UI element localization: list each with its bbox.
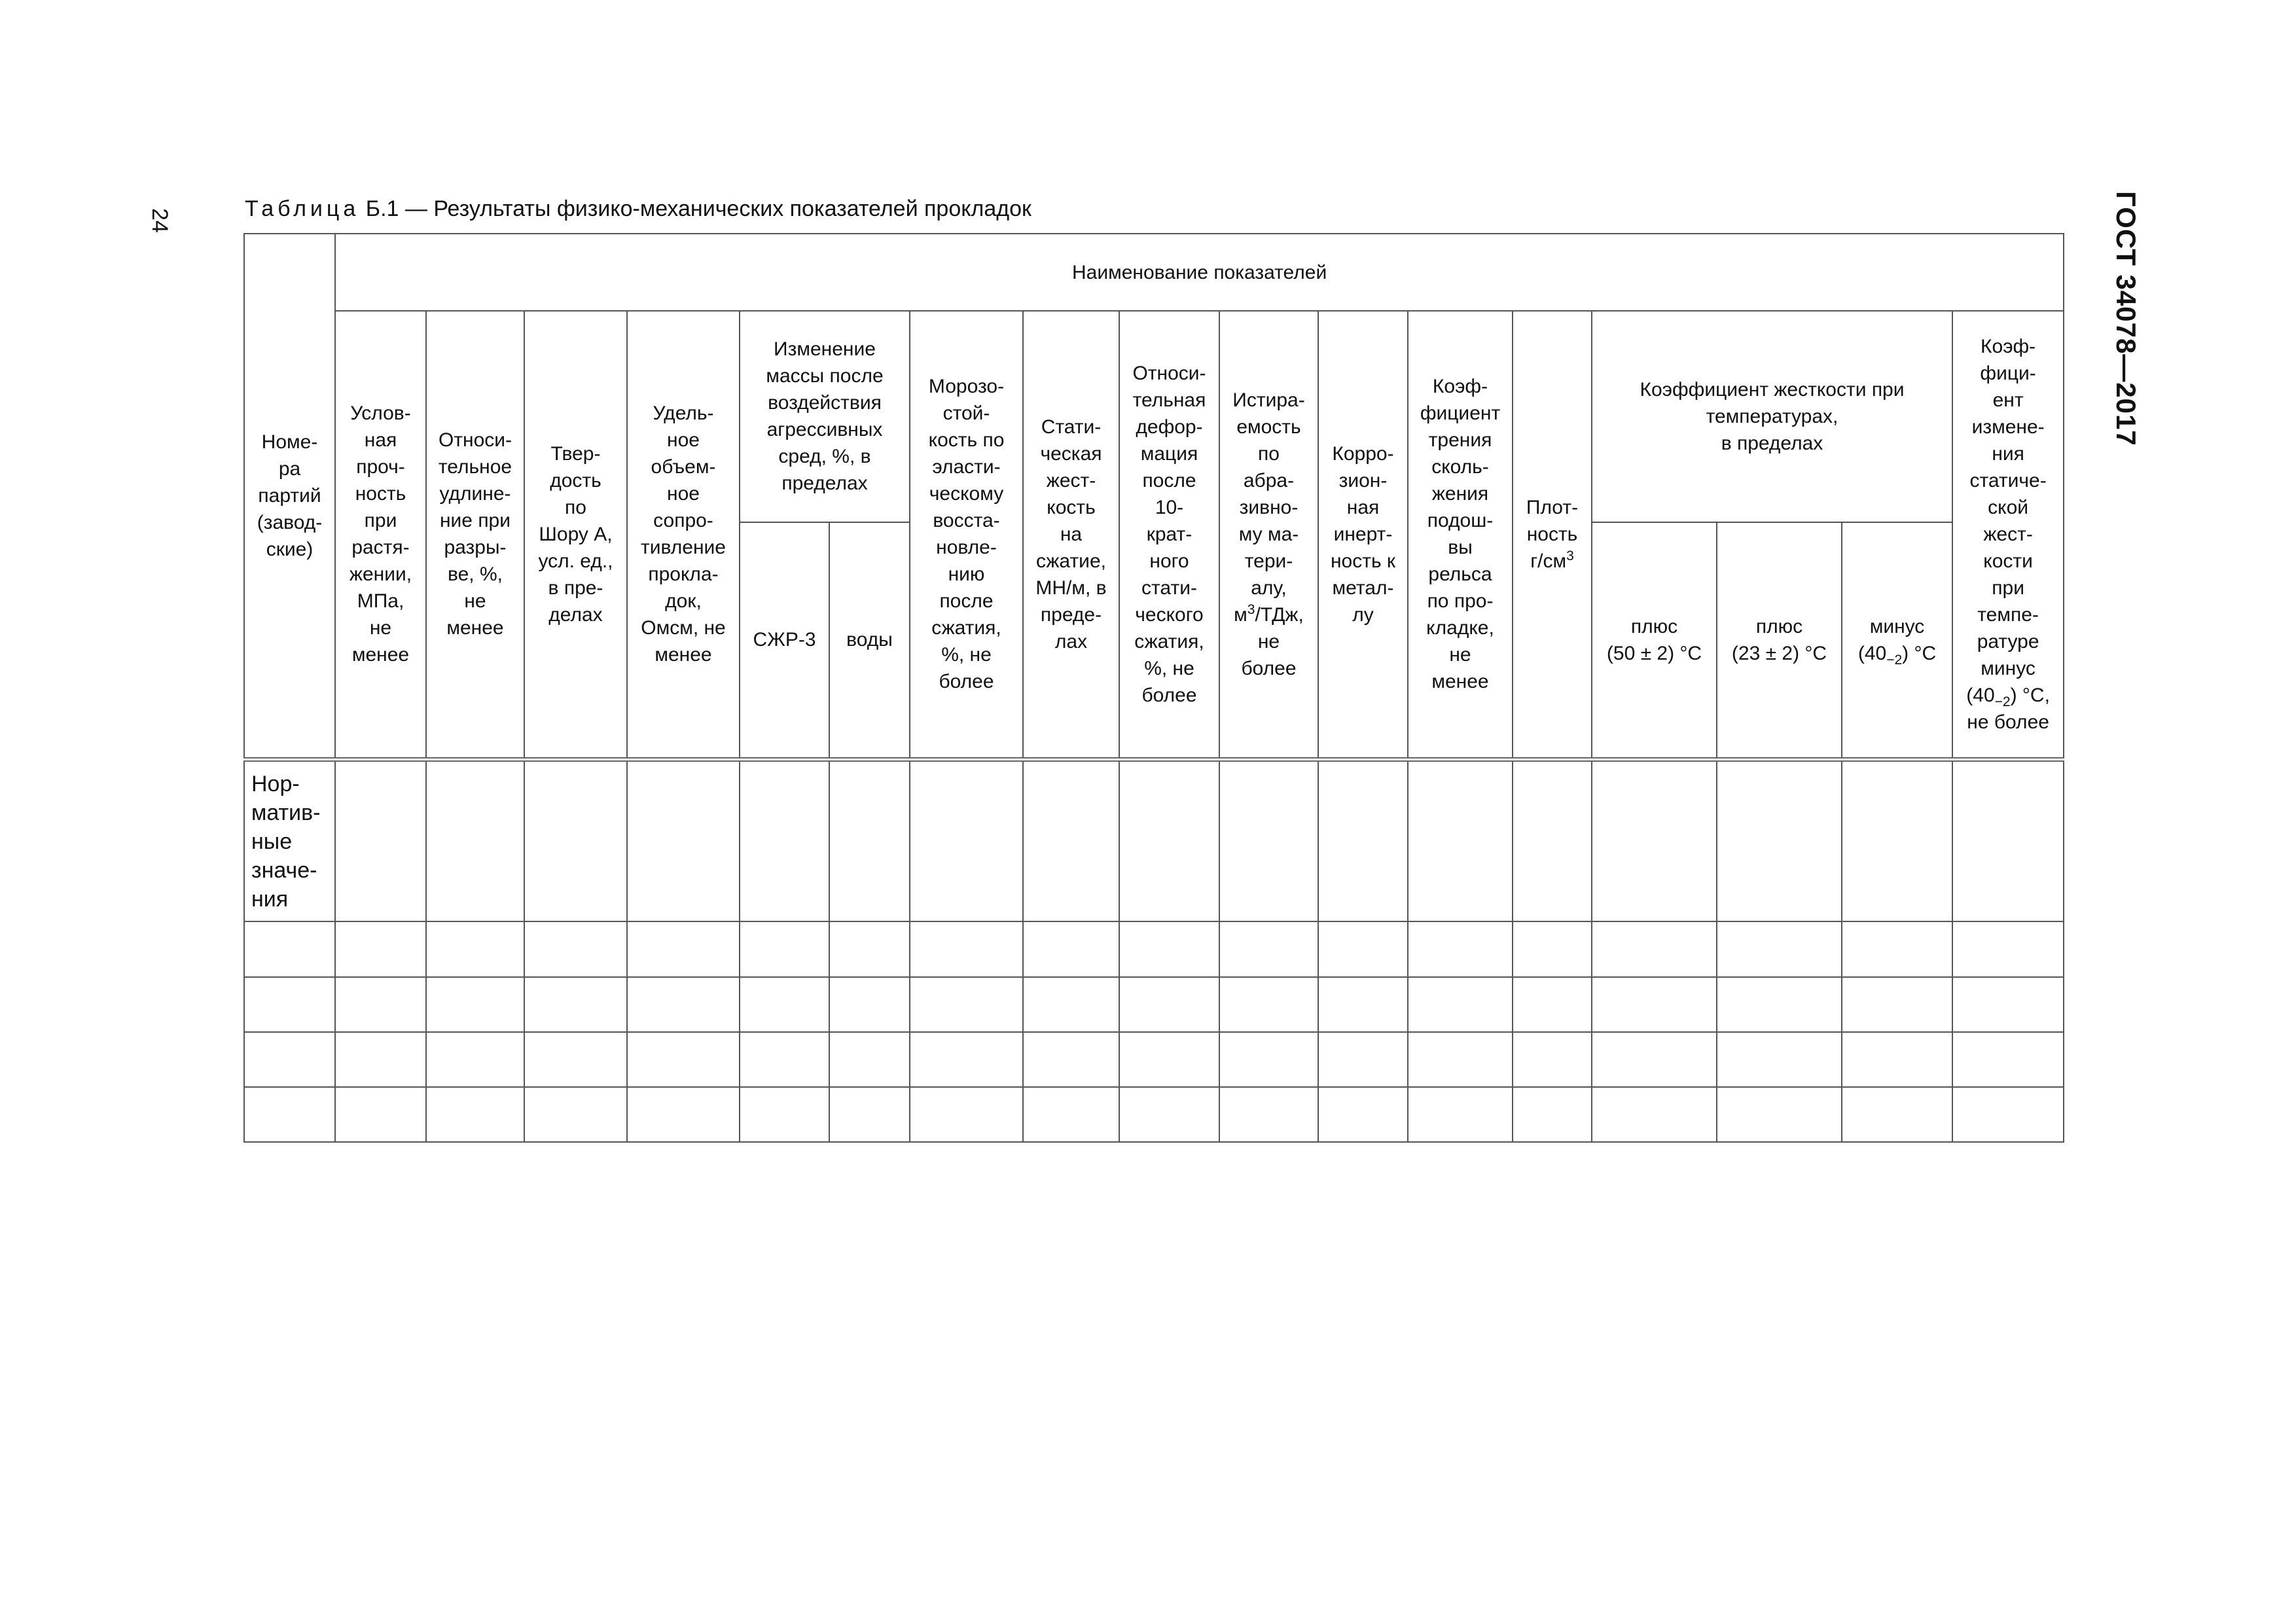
table-cell (335, 759, 426, 921)
table-cell (1952, 1032, 2064, 1087)
table-cell (1408, 759, 1513, 921)
table-cell (1318, 1087, 1408, 1142)
table-cell (335, 921, 426, 976)
table-row (244, 1087, 2064, 1142)
stiffness-temperature-header: Коэффициент жесткости при температурах, в пределах (1592, 311, 1952, 522)
table-cell (1318, 977, 1408, 1032)
table-cell (1842, 921, 1952, 976)
table-cell (244, 1032, 335, 1087)
table-cell (524, 921, 627, 976)
table-cell (1513, 759, 1592, 921)
table-cell (1023, 921, 1119, 976)
table-cell (1842, 759, 1952, 921)
tensile-strength-header: Услов- ная проч- ность при растя- жении, МПа, не менее (335, 311, 426, 759)
table-caption-label: Таблица (245, 196, 360, 221)
temp-plus50-value: (50 ± 2) °С (1606, 642, 1702, 664)
table-cell (1842, 1032, 1952, 1087)
table-cell (1513, 1032, 1592, 1087)
table-cell (910, 977, 1023, 1032)
mass-change-szhr3-header: СЖР-3 (740, 522, 829, 760)
temp-plus23-value: (23 ± 2) °С (1731, 642, 1827, 664)
density-header-text: Плот- ность г/см (1526, 496, 1579, 572)
corrosion-inertness-header: Корро- зион- ная инерт- ность к метал- лу (1318, 311, 1408, 759)
volume-resistance-header: Удель- ное объем- ное сопро- тивление прокла- док, Омсм, не менее (627, 311, 740, 759)
density-header (1513, 311, 1592, 759)
relative-deformation-header: Относи- тельная дефор- мация после 10- крат- ного стати- ческого сжатия, %, не более (1119, 311, 1219, 759)
abrasion-unit: /ТДж, (1255, 603, 1304, 626)
table-cell (1119, 1032, 1219, 1087)
table-cell (627, 1032, 740, 1087)
temp-minus40-open: (40 (1857, 642, 1887, 664)
page-number: 24 (147, 208, 172, 233)
table-caption (245, 196, 1031, 222)
temp-minus40-tolerance: −2 (1886, 652, 1903, 668)
table-cell (1717, 759, 1842, 921)
table-cell (627, 977, 740, 1032)
table-cell (1023, 1032, 1119, 1087)
table-cell (244, 1087, 335, 1142)
table-cell (1717, 977, 1842, 1032)
table-cell (524, 977, 627, 1032)
table-cell (335, 977, 426, 1032)
table-cell (1513, 977, 1592, 1032)
temp-plus23-header (1717, 522, 1842, 760)
temp-minus40-header (1842, 522, 1952, 760)
table-cell (1513, 921, 1592, 976)
table-cell (524, 1087, 627, 1142)
table-cell (1952, 921, 2064, 976)
table-cell (426, 977, 524, 1032)
table-cell (1842, 977, 1952, 1032)
table-cell (426, 1087, 524, 1142)
table-cell (740, 977, 829, 1032)
abrasion-unit-exponent: 3 (1247, 601, 1255, 617)
temp-plus50-header (1592, 522, 1717, 760)
table-cell (1318, 921, 1408, 976)
table-cell (524, 1032, 627, 1087)
stiffness-change-temp-open: (40 (1966, 684, 1995, 706)
table-cell (1952, 977, 2064, 1032)
table-cell (627, 1087, 740, 1142)
stiffness-change-header-text: Коэф- фици- ент измене- ния статиче- ской жест- кости при темпе- ратуре минус (1969, 335, 2047, 679)
table-cell (1408, 977, 1513, 1032)
table-cell (1119, 759, 1219, 921)
table-row (244, 1032, 2064, 1087)
elongation-header: Относи- тельное удлине- ние при разры- ве, %, не менее (426, 311, 524, 759)
table-cell (1952, 1087, 2064, 1142)
table-cell (1318, 759, 1408, 921)
temp-plus50-word: плюс (1630, 615, 1678, 637)
stiffness-change-temp-tolerance: −2 (1994, 694, 2011, 709)
table-cell (910, 1032, 1023, 1087)
table-cell (740, 1087, 829, 1142)
table-cell (910, 1087, 1023, 1142)
table-caption-text: Б.1 — Результаты физико-механических показателей прокладок (365, 196, 1031, 221)
table-cell (1842, 1087, 1952, 1142)
table-cell (1952, 759, 2064, 921)
results-table (243, 233, 2064, 1143)
table-cell (1717, 921, 1842, 976)
table-cell (1119, 921, 1219, 976)
table-cell (1513, 1087, 1592, 1142)
mass-change-water-header: воды (829, 522, 910, 760)
table-cell (1408, 1032, 1513, 1087)
table-cell (1119, 977, 1219, 1032)
table-cell (1592, 977, 1717, 1032)
table-cell (910, 921, 1023, 976)
temp-plus23-word: плюс (1755, 615, 1803, 637)
table-cell (829, 759, 910, 921)
table-row (244, 977, 2064, 1032)
table-cell (829, 1087, 910, 1142)
table-cell (1023, 759, 1119, 921)
table-cell (426, 759, 524, 921)
table-cell (1219, 977, 1318, 1032)
table-cell (1119, 1087, 1219, 1142)
table-cell (1717, 1032, 1842, 1087)
table-cell (1023, 1087, 1119, 1142)
abrasion-header-text: Истира- емость по абра- зивно- му ма- тери- алу, м (1232, 389, 1305, 626)
table-cell (335, 1087, 426, 1142)
table-cell (1408, 921, 1513, 976)
table-row (244, 921, 2064, 976)
normative-values-label: Нор- матив- ные значе- ния (244, 759, 335, 921)
table-cell (627, 759, 740, 921)
friction-coefficient-header: Коэф- фициент трения сколь- жения подош- вы рельса по про- кладке, не менее (1408, 311, 1513, 759)
table-cell (829, 1032, 910, 1087)
table-cell (1219, 759, 1318, 921)
table-cell (1592, 1087, 1717, 1142)
shore-hardness-header: Твер- дость по Шору А, усл. ед., в пре- делах (524, 311, 627, 759)
table-cell (426, 1032, 524, 1087)
table-cell (1592, 759, 1717, 921)
temp-minus40-word: минус (1869, 615, 1925, 637)
normative-values-row (244, 759, 2064, 921)
table-cell (244, 921, 335, 976)
static-stiffness-header: Стати- ческая жест- кость на сжатие, МН/м, в преде- лах (1023, 311, 1119, 759)
table-cell (829, 921, 910, 976)
party-number-header: Номе- ра партий (завод- ские) (244, 234, 335, 759)
table-cell (910, 759, 1023, 921)
indicators-group-header: Наименование показателей (335, 234, 2064, 311)
stiffness-change-header-tail: не более (1967, 711, 2049, 733)
frost-resistance-header: Морозо- стой- кость по эласти- ческому восста- новле- нию после сжатия, %, не более (910, 311, 1023, 759)
table-cell (1592, 1032, 1717, 1087)
table-cell (335, 1032, 426, 1087)
gost-standard-code: ГОСТ 34078—2017 (2111, 191, 2142, 446)
table-cell (740, 1032, 829, 1087)
abrasion-header-tail: не более (1241, 630, 1297, 679)
table-cell (1219, 921, 1318, 976)
table-cell (627, 921, 740, 976)
stiffness-change-header (1952, 311, 2064, 759)
table-cell (524, 759, 627, 921)
table-cell (1717, 1087, 1842, 1142)
mass-change-header: Изменение массы после воздействия агрессивных сред, %, в пределах (740, 311, 910, 522)
table-cell (426, 921, 524, 976)
table-cell (244, 977, 335, 1032)
table-cell (740, 759, 829, 921)
table-cell (1219, 1032, 1318, 1087)
stiffness-change-temp-close: ) °С, (2010, 684, 2050, 706)
temp-minus40-close: ) °С (1902, 642, 1937, 664)
density-unit-exponent: 3 (1566, 548, 1574, 563)
table-cell (1219, 1087, 1318, 1142)
abrasion-header (1219, 311, 1318, 759)
table-cell (1023, 977, 1119, 1032)
table-cell (740, 921, 829, 976)
table-cell (1408, 1087, 1513, 1142)
table-cell (1318, 1032, 1408, 1087)
table-cell (1592, 921, 1717, 976)
table-cell (829, 977, 910, 1032)
